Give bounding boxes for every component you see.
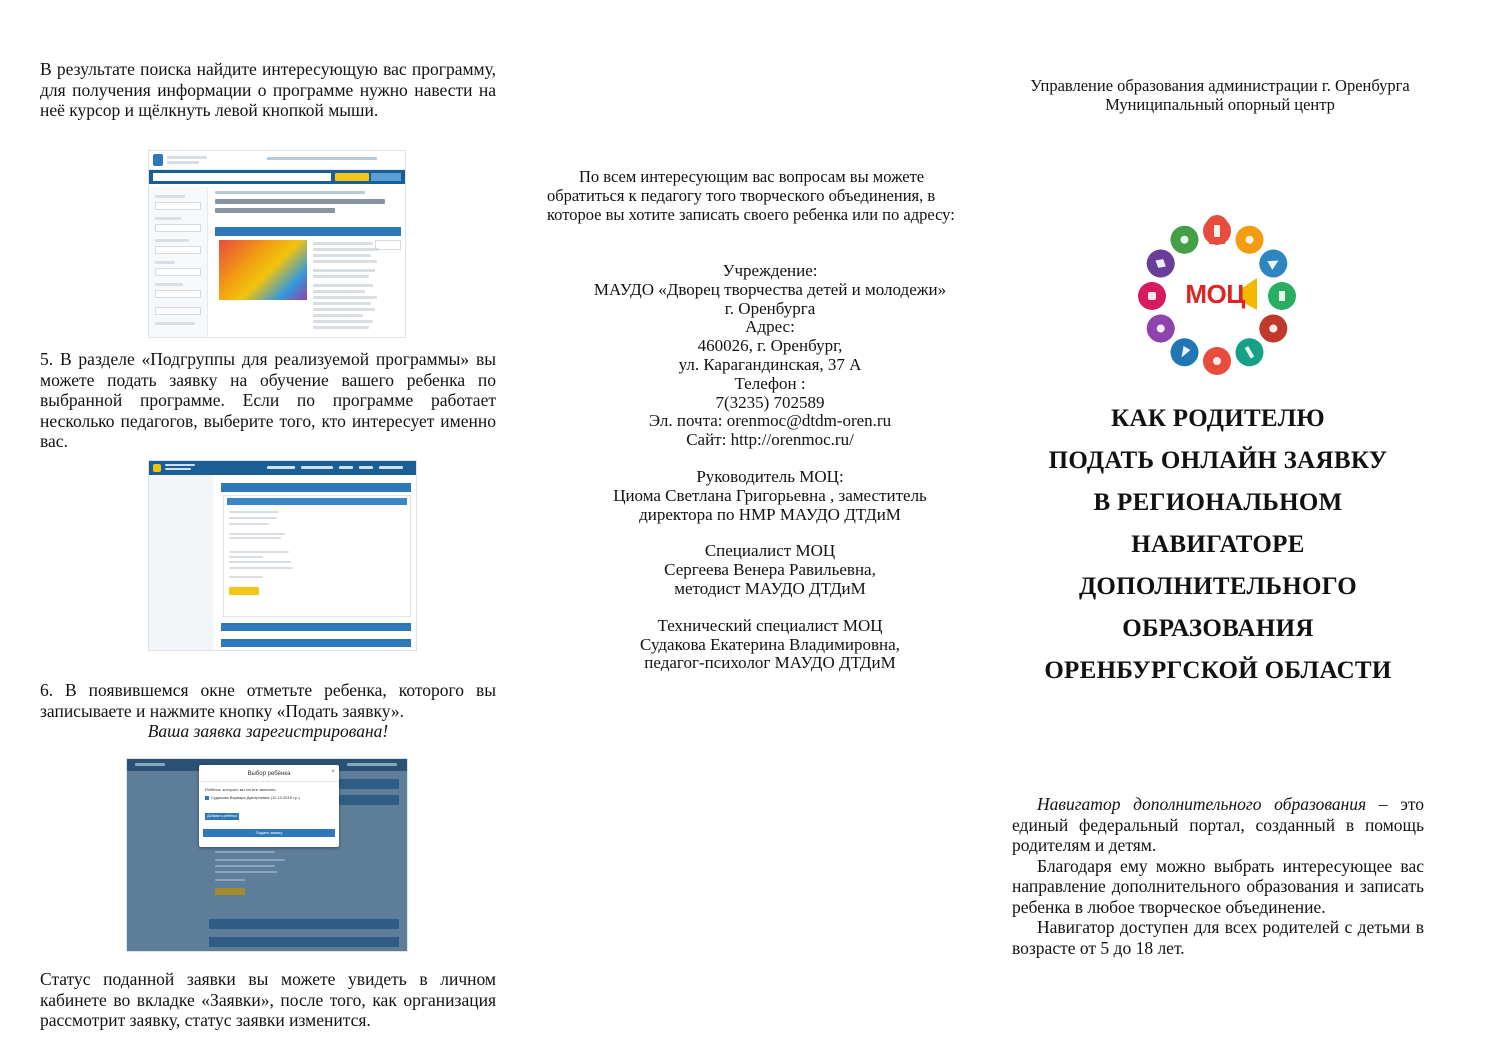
address-label: Адрес: — [745, 317, 795, 337]
instruction-paragraph-submit: 6. В появившемся окне отметьте ребенка, которого вы записываете и нажмите кнопку «Подать заявку». — [40, 680, 496, 721]
modal-label: Ребёнок, которого вы хотите записать — [205, 787, 276, 792]
registered-message: Ваша заявка зарегистрирована! — [147, 721, 389, 741]
left-column — [40, 0, 496, 1061]
phone-label: Телефон : — [734, 373, 806, 393]
title-line: ОБРАЗОВАНИЯ — [1122, 615, 1314, 642]
description-paragraph-1 — [1012, 794, 1424, 856]
description-1-text: – это единый федеральный портал, созданный в помощь родителям и детям. — [1012, 794, 1424, 855]
child-name: Судакова Варвара Дмитриевна (10.10.2015 г.р.) — [211, 795, 300, 800]
website: Сайт: http://orenmoc.ru/ — [686, 430, 854, 450]
add-child-button[interactable]: Добавить ребёнка — [205, 813, 239, 820]
title-line: ПОДАТЬ ОНЛАЙН ЗАЯВКУ — [1048, 447, 1388, 474]
tech-specialist-label: Технический специалист МОЦ — [657, 615, 883, 635]
navigator-term: Навигатор дополнительного образования — [1037, 794, 1367, 814]
moc-logo-text: МОЦ — [1185, 279, 1245, 309]
institution-name: МАУДО «Дворец творчества детей и молодежи» — [593, 279, 947, 299]
screenshot-program-page — [149, 151, 405, 337]
specialist-position: методист МАУДО ДТДиМ — [674, 578, 866, 598]
brochure-title — [1010, 398, 1426, 692]
institution-city: г. Оренбурга — [724, 298, 816, 318]
title-line: КАК РОДИТЕЛЮ — [1111, 405, 1325, 432]
org-header-line-1: Управление образования администрации г. Оренбурга — [1030, 76, 1410, 95]
specialist-label: Специалист МОЦ — [704, 541, 836, 561]
specialist-name: Сергеева Венера Равильевна, — [664, 560, 876, 580]
modal-title: Выбор ребёнка — [247, 771, 291, 777]
modal-close-icon[interactable]: × — [331, 769, 335, 775]
title-line: В РЕГИОНАЛЬНОМ — [1093, 489, 1343, 516]
org-header — [1000, 76, 1440, 114]
screenshot-subgroups — [149, 461, 416, 650]
title-line: ДОПОЛНИТЕЛЬНОГО — [1078, 573, 1358, 600]
email: Эл. почта: orenmoc@dtdm-oren.ru — [648, 411, 892, 431]
child-checkbox[interactable] — [205, 796, 209, 800]
head-label: Руководитель МОЦ: — [696, 466, 844, 486]
submit-application-button[interactable]: Подать заявку — [203, 829, 335, 837]
description-paragraph-2: Благодаря ему можно выбрать интересующее вас направление дополнительного образования и записать ребенка в любое творческое объединение. — [1012, 855, 1424, 917]
contact-intro: По всем интересующим вас вопросам вы можете обратиться к педагогу того творческого объединения, в которое вы хотите записать своего ребенка или по адресу: — [547, 167, 955, 224]
navigator-description — [1012, 794, 1424, 958]
phone-number: 7(3235) 702589 — [715, 392, 825, 412]
status-paragraph: Статус поданной заявки вы можете увидеть в личном кабинете во вкладке «Заявки», после того, как организация рассмотрит заявку, статус заявки изменится. — [40, 969, 496, 1030]
screenshot-child-select-modal — [127, 759, 407, 951]
address-line-2: ул. Карагандинская, 37 А — [678, 354, 862, 374]
tech-specialist-position: педагог-психолог МАУДО ДТДиМ — [644, 653, 896, 673]
org-header-line-2: Муниципальный опорный центр — [1105, 95, 1335, 114]
title-line: ОРЕНБУРГСКОЙ ОБЛАСТИ — [1044, 657, 1392, 684]
address-line-1: 460026, г. Оренбург, — [697, 336, 843, 356]
moc-logo — [1130, 212, 1305, 382]
middle-column — [545, 0, 965, 1061]
instruction-paragraph-search: В результате поиска найдите интересующую вас программу, для получения информации о программе нужно навести на неё курсор и щёлкнуть левой кнопкой мыши. — [40, 59, 496, 120]
child-select-modal — [199, 765, 339, 847]
description-paragraph-3: Навигатор доступен для всех родителей с детьми в возрасте от 5 до 18 лет. — [1012, 917, 1424, 958]
tech-specialist-name: Судакова Екатерина Владимировна, — [640, 634, 900, 654]
instruction-paragraph-subgroups: 5. В разделе «Подгруппы для реализуемой программы» вы можете подать заявку на обучение вашего ребенка по выбранной программе. Если по программе работает несколько педагогов, выберите того, кто интересует именно вас. — [40, 349, 496, 451]
head-name: Циома Светлана Григорьевна , заместитель — [613, 485, 927, 505]
head-position: директора по НМР МАУДО ДТДиМ — [639, 504, 901, 524]
contact-block — [545, 262, 995, 673]
title-line: НАВИГАТОРЕ — [1131, 531, 1305, 558]
institution-label: Учреждение: — [722, 261, 818, 280]
